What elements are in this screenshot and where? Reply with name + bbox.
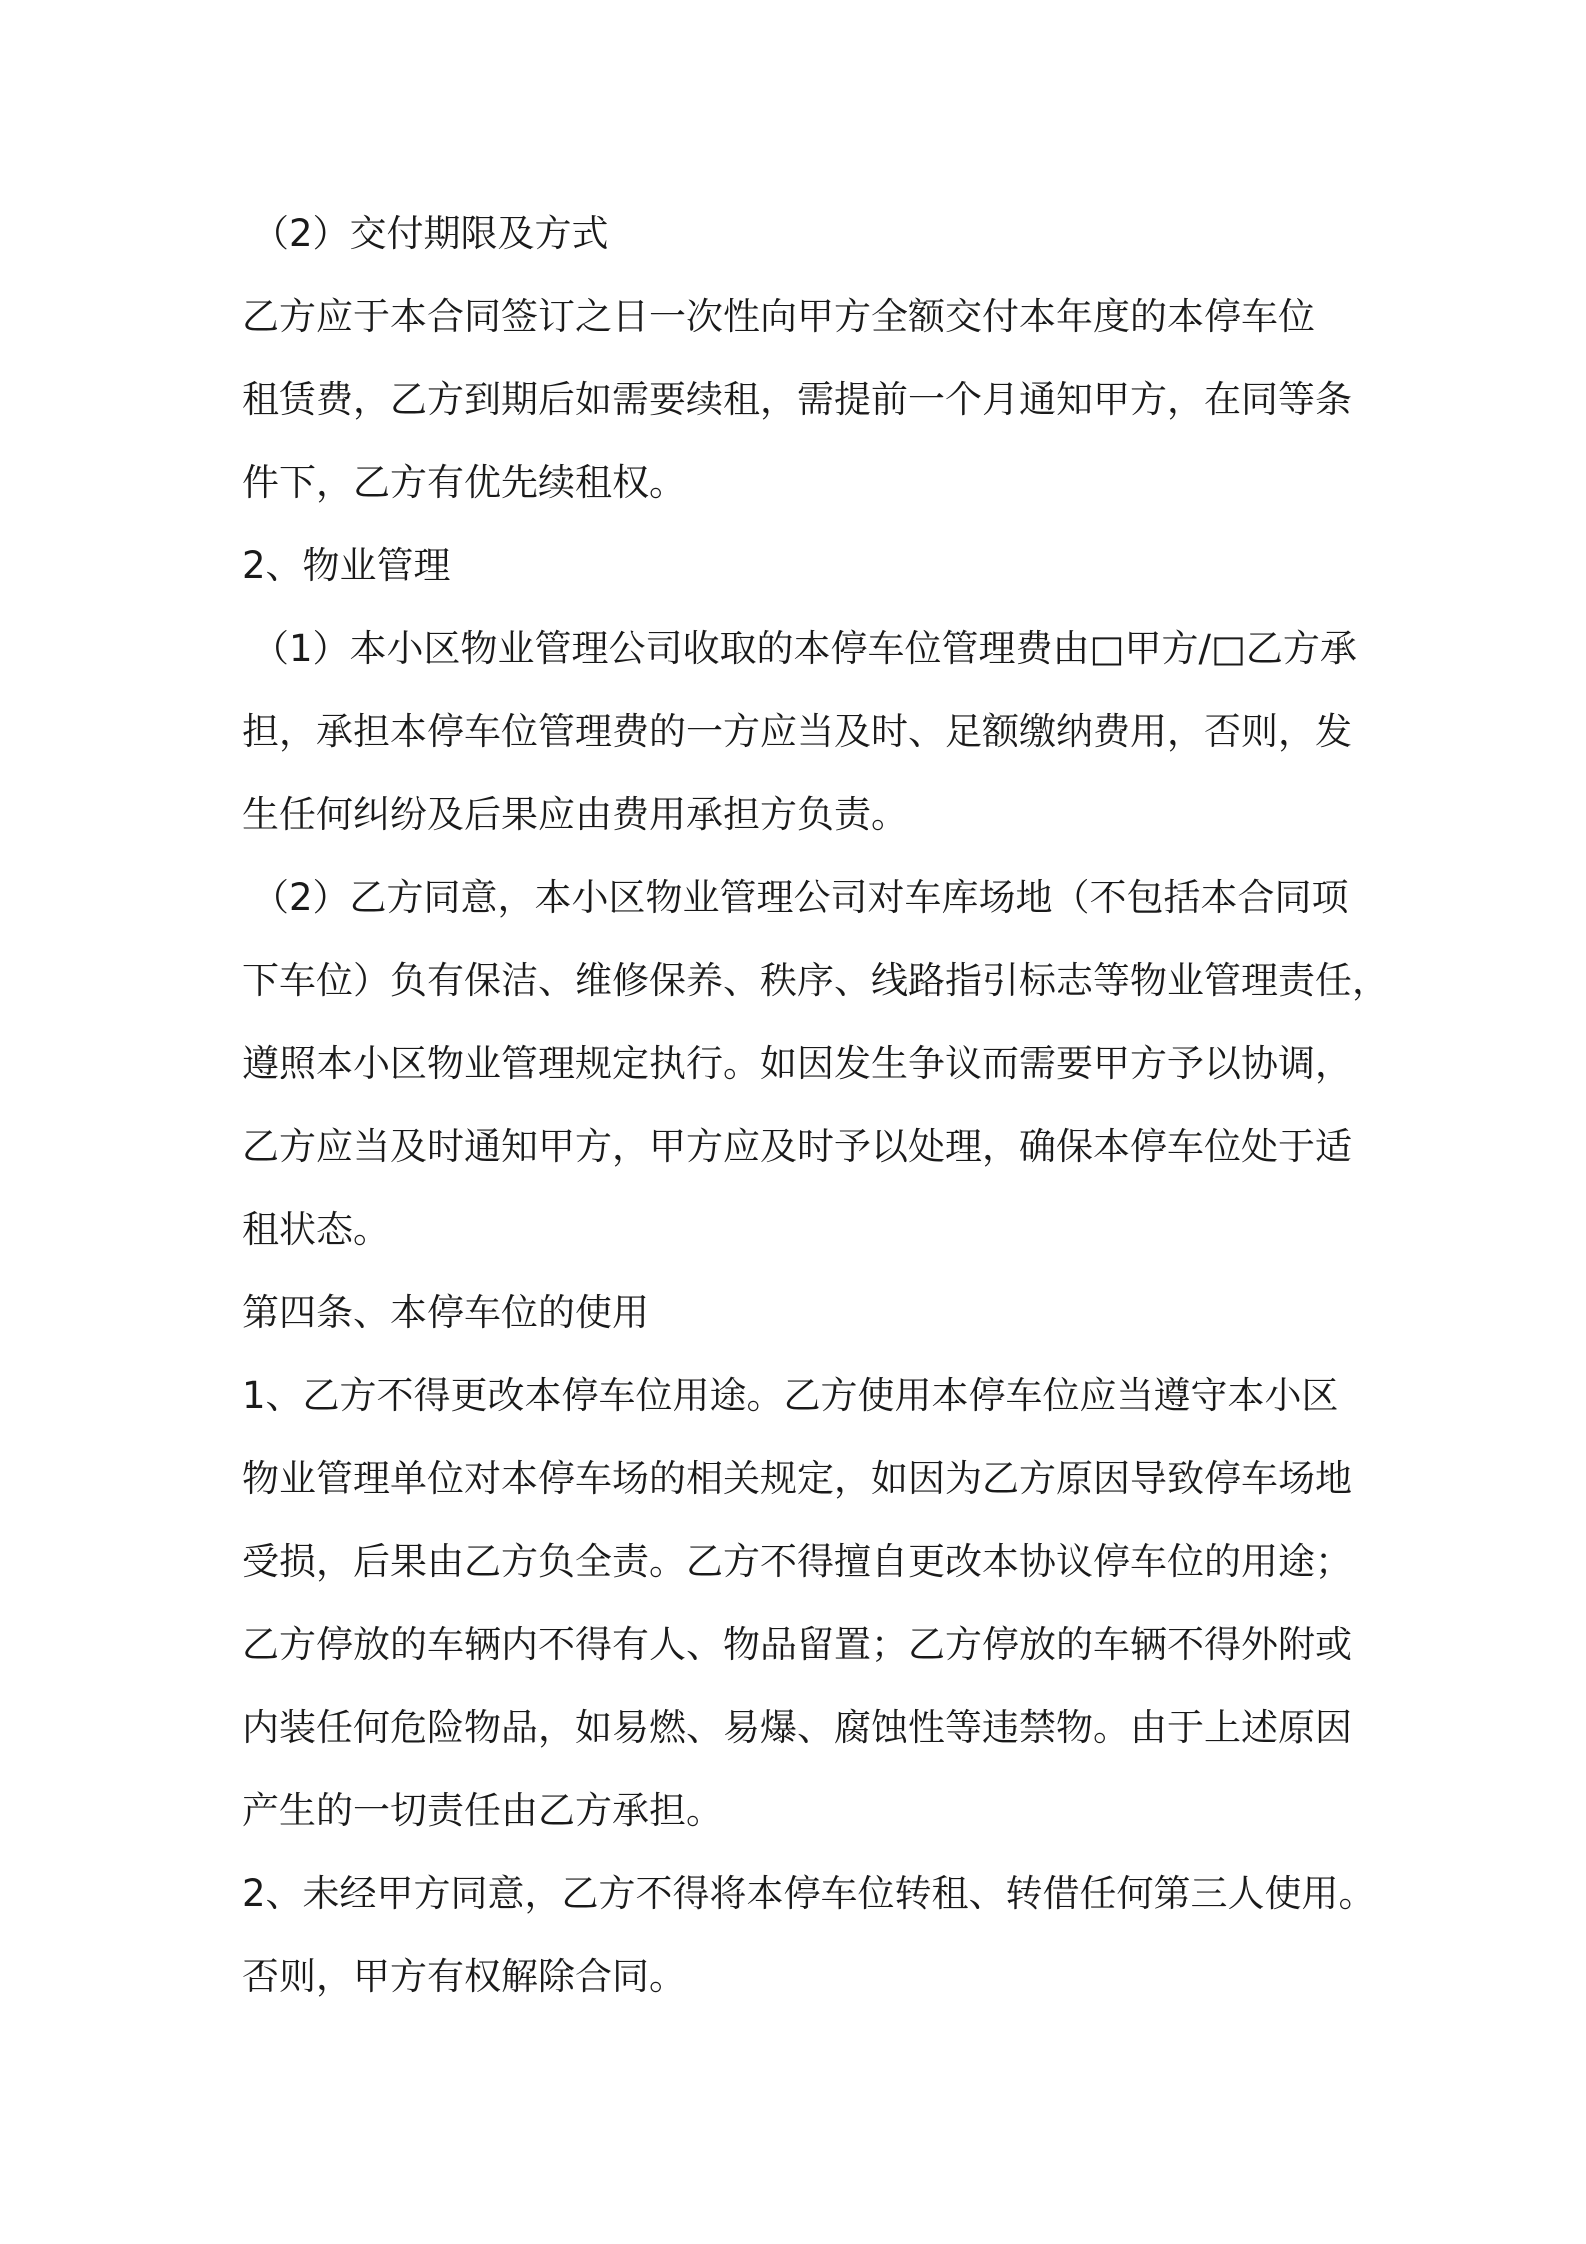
text-line: 乙方应于本合同签订之日一次性向甲方全额交付本年度的本停车位: [242, 295, 1315, 338]
text-line: 产生的一切责任由乙方承担。: [242, 1789, 723, 1832]
clause-heading-payment-term: （2）交付期限及方式: [252, 212, 609, 255]
text-line: 担，承担本停车位管理费的一方应当及时、足额缴纳费用，否则，发: [242, 710, 1352, 753]
text-line: 租状态。: [242, 1208, 390, 1251]
text-line: 内装任何危险物品，如易燃、易爆、腐蚀性等违禁物。由于上述原因: [242, 1706, 1352, 1749]
text-line: 物业管理单位对本停车场的相关规定，如因为乙方原因导致停车场地: [242, 1457, 1352, 1500]
text-line: 受损，后果由乙方负全责。乙方不得擅自更改本协议停车位的用途；: [242, 1540, 1352, 1583]
text-line: （2）乙方同意，本小区物业管理公司对车库场地（不包括本合同项: [252, 876, 1349, 919]
text-line: 租赁费，乙方到期后如需要续租，需提前一个月通知甲方，在同等条: [242, 378, 1352, 421]
text-line: 否则，甲方有权解除合同。: [242, 1955, 686, 1998]
text-line: 1、乙方不得更改本停车位用途。乙方使用本停车位应当遵守本小区: [242, 1374, 1339, 1417]
text-line: （1）本小区物业管理公司收取的本停车位管理费由□甲方/□乙方承: [252, 627, 1357, 670]
section-heading-property-management: 2、物业管理: [242, 544, 451, 587]
text-line: 件下，乙方有优先续租权。: [242, 461, 686, 504]
text-line: 遵照本小区物业管理规定执行。如因发生争议而需要甲方予以协调，: [242, 1042, 1352, 1085]
document-body: [242, 192, 1389, 2018]
text-line: 下车位）负有保洁、维修保养、秩序、线路指引标志等物业管理责任，: [242, 959, 1389, 1002]
article-heading-usage: 第四条、本停车位的使用: [242, 1291, 649, 1334]
text-line: 生任何纠纷及后果应由费用承担方负责。: [242, 793, 908, 836]
text-line: 乙方停放的车辆内不得有人、物品留置；乙方停放的车辆不得外附或: [242, 1623, 1352, 1666]
text-line: 乙方应当及时通知甲方，甲方应及时予以处理，确保本停车位处于适: [242, 1125, 1352, 1168]
text-line: 2、未经甲方同意，乙方不得将本停车位转租、转借任何第三人使用。: [242, 1872, 1376, 1915]
